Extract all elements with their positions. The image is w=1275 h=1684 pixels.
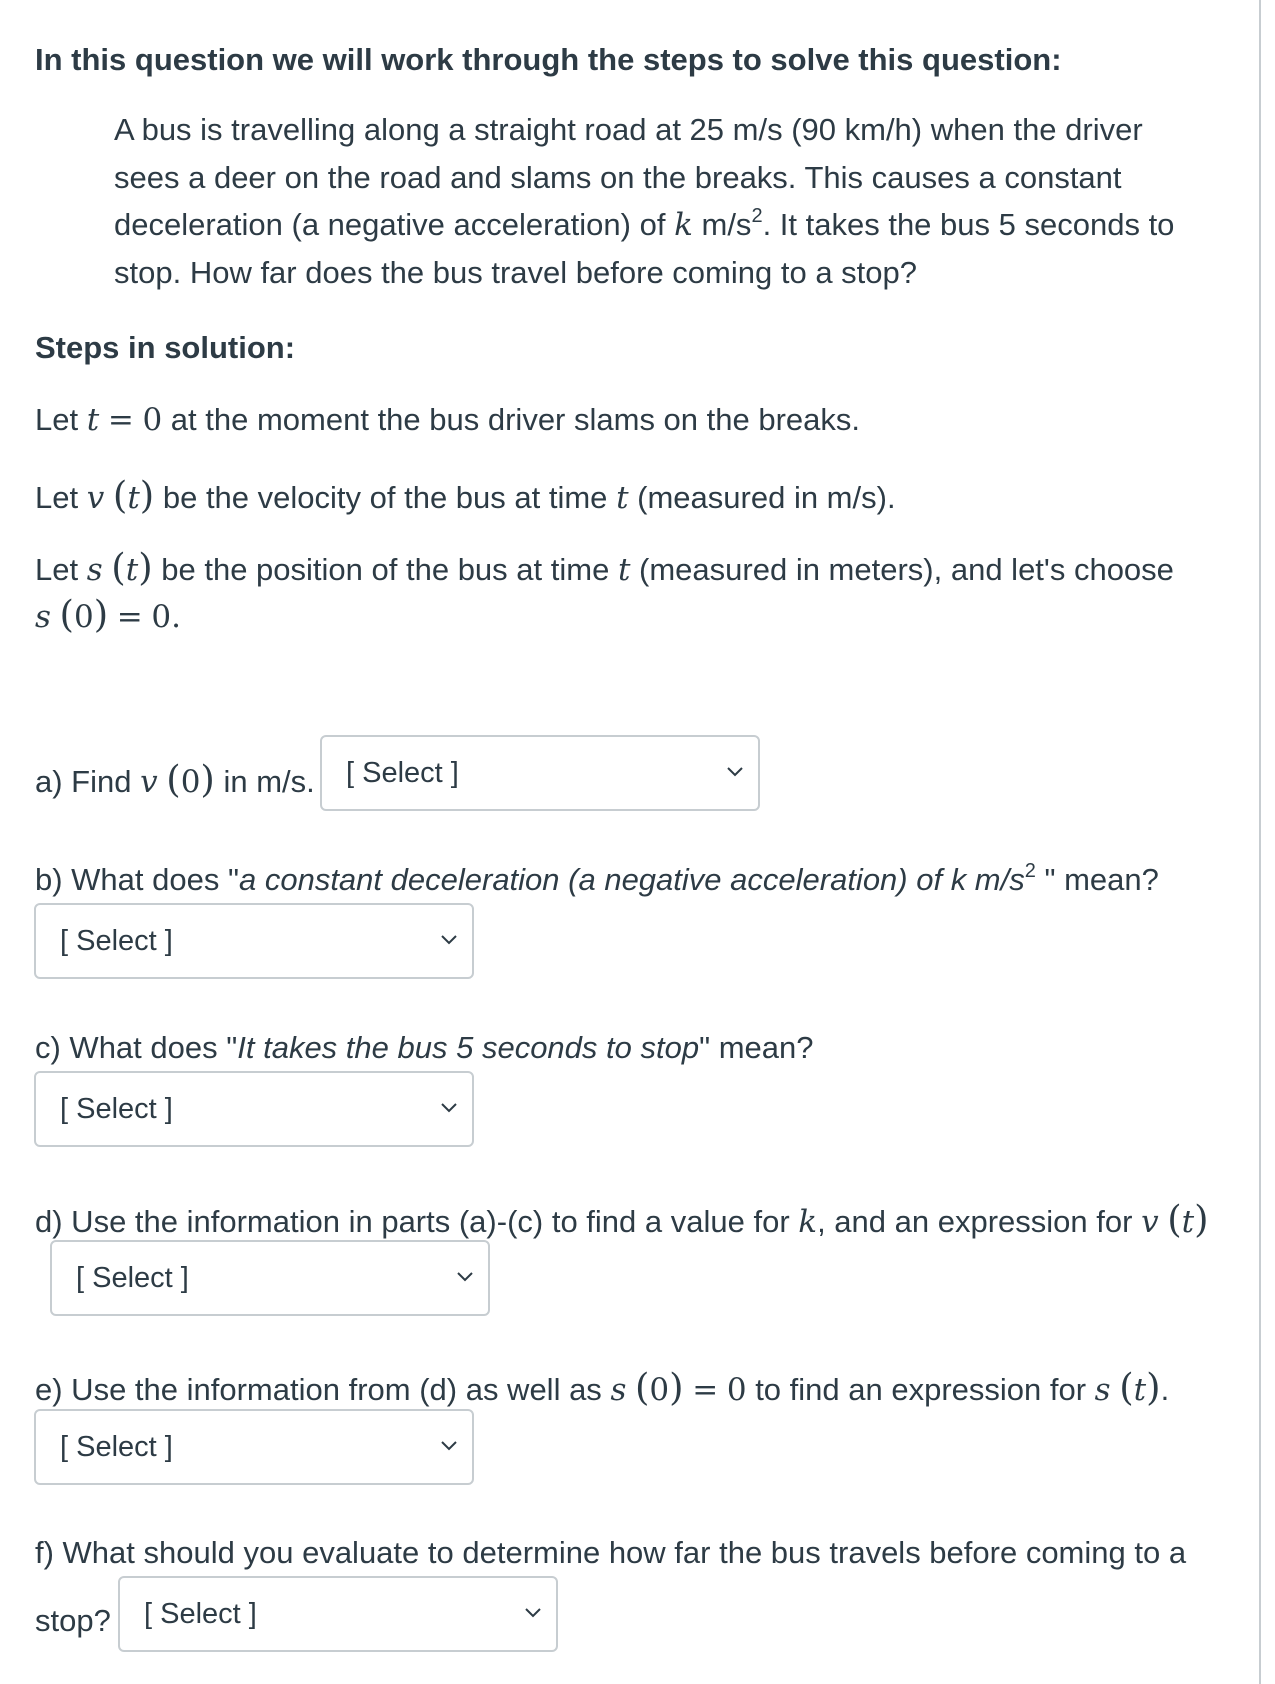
question-f-line-1: f) What should you evaluate to determine how far the bus travels before coming to a <box>35 1535 1187 1570</box>
math-var-k: k <box>798 1204 818 1240</box>
step-text: (measured in m/s). <box>637 480 896 515</box>
answer-select-d[interactable] <box>50 1240 490 1316</box>
question-text: b) What does " <box>35 862 239 897</box>
question-text: " mean? <box>699 1030 814 1065</box>
math-arg-t: t <box>127 480 140 516</box>
select-placeholder: [ Select ] <box>60 1093 173 1125</box>
select-placeholder: [ Select ] <box>60 1431 173 1463</box>
math-var-t: t <box>86 402 100 438</box>
intro-heading: In this question we will work through the steps to solve this question: <box>35 42 1062 77</box>
math-zero: 0 <box>142 402 163 438</box>
problem-text: . It takes the bus 5 seconds to <box>762 207 1175 242</box>
question-d <box>35 1198 1209 1241</box>
math-fn-v: v <box>86 480 105 516</box>
math-arg-0: 0 <box>180 764 201 800</box>
math-paren: ( <box>59 593 74 636</box>
question-text: " mean? <box>1035 862 1159 897</box>
question-text: a) Find <box>35 764 132 799</box>
math-zero: 0. <box>151 599 181 635</box>
math-equals: = <box>107 402 134 438</box>
math-arg-t: t <box>1133 1372 1147 1408</box>
problem-line-1: A bus is travelling along a straight road at 25 m/s (90 km/h) when the driver <box>114 112 1143 147</box>
answer-select-e[interactable] <box>34 1409 474 1485</box>
math-paren: ) <box>93 593 109 636</box>
step-text: be the velocity of the bus at time <box>162 480 608 515</box>
chevron-down-icon <box>456 1268 474 1286</box>
question-text: . <box>1160 1372 1170 1407</box>
math-fn-s: s <box>35 599 51 635</box>
math-zero: 0 <box>726 1372 747 1408</box>
step-text: Let <box>35 480 79 515</box>
math-paren: ) <box>1194 1198 1209 1241</box>
question-c <box>35 1030 814 1066</box>
math-paren: ) <box>139 474 155 517</box>
math-fn-s: s <box>1094 1372 1111 1408</box>
select-placeholder: [ Select ] <box>60 925 173 957</box>
question-text: d) Use the information in parts (a)-(c) to find a value for <box>35 1204 790 1239</box>
chevron-down-icon <box>440 1437 458 1455</box>
math-paren: ( <box>1119 1366 1134 1409</box>
question-text: in m/s. <box>223 764 315 799</box>
chevron-down-icon <box>524 1604 542 1622</box>
step-text: at the moment the bus driver slams on the breaks. <box>170 402 861 437</box>
select-placeholder: [ Select ] <box>346 757 459 789</box>
question-italic-text: a constant deceleration (a negative acceleration) of k m/s <box>238 862 1025 897</box>
math-equals: = <box>692 1372 719 1408</box>
question-f-line-2: stop? <box>35 1603 111 1638</box>
question-e <box>35 1366 1169 1409</box>
question-text: , and an expression for <box>817 1204 1133 1239</box>
math-paren: ( <box>111 546 126 589</box>
math-paren: ( <box>1167 1198 1182 1241</box>
step-text: Let <box>35 552 79 587</box>
math-paren: ( <box>166 758 181 801</box>
step-1 <box>35 402 860 438</box>
math-arg-0: 0 <box>649 1372 670 1408</box>
chevron-down-icon <box>726 763 744 781</box>
math-equals: = <box>116 599 143 635</box>
math-paren: ) <box>669 1366 684 1409</box>
chevron-down-icon <box>440 1099 458 1117</box>
math-arg-t: t <box>1181 1204 1195 1240</box>
step-text: Let <box>35 402 79 437</box>
answer-select-c[interactable] <box>34 1071 474 1147</box>
chevron-down-icon <box>440 931 458 949</box>
math-paren: ) <box>1146 1366 1161 1409</box>
problem-text: deceleration (a negative acceleration) of <box>114 207 666 242</box>
step-2 <box>35 474 896 517</box>
answer-select-f[interactable] <box>118 1576 558 1652</box>
unit-text: m/s <box>701 207 752 242</box>
superscript: 2 <box>751 205 763 227</box>
math-var-t: t <box>616 480 629 516</box>
question-b <box>35 862 1159 898</box>
question-text: c) What does " <box>35 1030 238 1065</box>
steps-heading: Steps in solution: <box>35 330 296 365</box>
math-fn-s: s <box>610 1372 627 1408</box>
question-italic-text: It takes the bus 5 seconds to stop <box>237 1030 700 1065</box>
superscript: 2 <box>1024 860 1036 882</box>
math-var-k: k <box>674 207 693 243</box>
question-text: e) Use the information from (d) as well as <box>35 1372 602 1407</box>
answer-select-b[interactable] <box>34 903 474 979</box>
math-var-t: t <box>617 552 631 588</box>
step-3-line-2 <box>35 593 181 636</box>
problem-line-4: stop. How far does the bus travel before coming to a stop? <box>114 255 918 290</box>
math-paren: ) <box>200 758 215 801</box>
math-fn-s: s <box>86 552 103 588</box>
question-a <box>35 758 315 801</box>
math-paren: ( <box>634 1366 650 1409</box>
step-text: be the position of the bus at time <box>161 552 610 587</box>
math-fn-v: v <box>1141 1204 1159 1240</box>
problem-line-3 <box>35 207 1174 243</box>
question-text: to find an expression for <box>755 1372 1087 1407</box>
problem-line-2: sees a deer on the road and slams on the breaks. This causes a constant <box>114 160 1122 195</box>
math-fn-v: v <box>140 764 158 800</box>
select-placeholder: [ Select ] <box>144 1598 257 1630</box>
math-paren: ( <box>112 474 128 517</box>
step-text: (measured in meters), and let's choose <box>639 552 1174 587</box>
answer-select-a[interactable] <box>320 735 760 811</box>
select-placeholder: [ Select ] <box>76 1262 189 1294</box>
math-arg-0: 0 <box>73 599 94 635</box>
math-paren: ) <box>138 546 153 589</box>
math-arg-t: t <box>125 552 139 588</box>
step-3 <box>35 546 1174 589</box>
page-right-border <box>1259 0 1261 1684</box>
